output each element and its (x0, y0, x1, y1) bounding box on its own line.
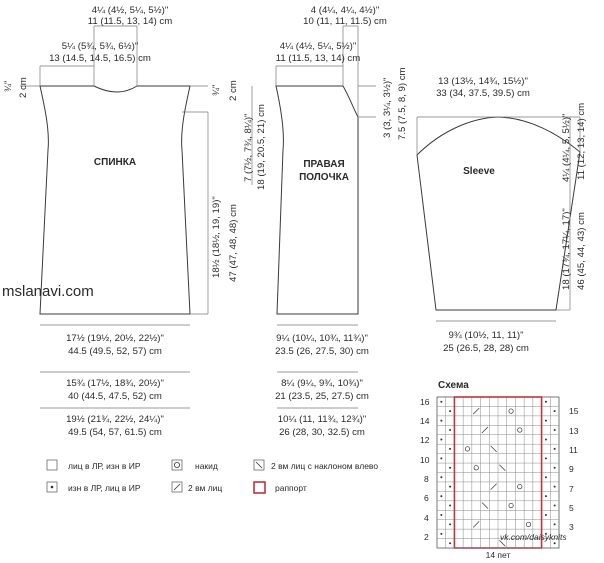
front-label-line1: ПРАВАЯ (303, 159, 345, 170)
back-length-in: 18½ (18½, 19, 19)" (211, 196, 222, 278)
back-mid-in: 15¾ (17½, 18¾, 20½)" (66, 378, 164, 389)
legend-repeat: раппорт (275, 483, 307, 493)
back-neck-in: 4¼ (4½, 5¼, 5½)" (91, 5, 169, 16)
front-neck-cm: 10 (11, 11, 11.5) cm (303, 16, 387, 27)
legend-purl: изн в ЛР, лиц в ИР (68, 483, 141, 493)
chart-stitches-label: 14 пет (485, 550, 511, 560)
sleeve-top-in: 13 (13½, 14¾, 15½)" (438, 76, 528, 87)
knit-symbol (47, 460, 57, 470)
purl-dot-icon (449, 410, 451, 412)
purl-dot-icon (440, 476, 442, 478)
row-label-8: 8 (424, 474, 429, 484)
back-full-cm: 49.5 (54, 57, 61.5) cm (68, 427, 162, 438)
purl-dot-icon (554, 523, 556, 525)
purl-dot-icon (545, 438, 547, 440)
back-left-drop-in: ¾" (3, 80, 14, 92)
front-mid-in: 8¼ (9¼, 9¾, 10¾)" (281, 378, 363, 389)
front-neckdrop-in: 3 (3, 3¼, 3½)" (382, 77, 393, 138)
purl-dot-icon (554, 486, 556, 488)
watermark-text: mslanavi.com (2, 283, 94, 300)
stitch-legend (47, 460, 378, 493)
back-shoulder-in: 5¼ (5¾, 5¾, 6½)" (61, 41, 139, 52)
back-right-drop-in: ¾" (211, 84, 222, 96)
front-label-line2: ПОЛОЧКА (299, 172, 349, 183)
sleeve-length-cm: 46 (45, 44, 43) cm (576, 212, 587, 290)
sleeve-cuff-cm: 25 (26.5, 28, 28) cm (443, 343, 529, 354)
front-full-in: 10¼ (11, 11¾, 12¾)" (277, 414, 367, 425)
purl-dot-icon (449, 542, 451, 544)
purl-dot-icon (440, 495, 442, 497)
back-bottom-cm: 44.5 (49.5, 52, 57) cm (68, 346, 162, 357)
chart-grid (437, 397, 559, 548)
purl-dot-icon (554, 410, 556, 412)
purl-dot-icon (545, 514, 547, 516)
purl-dot-icon (440, 420, 442, 422)
purl-dot-icon (449, 486, 451, 488)
sleeve-cap-in: 4¼ (4¼, 5, 5½)" (561, 113, 572, 182)
yo-symbol (172, 460, 182, 470)
row-label-16: 16 (420, 397, 430, 407)
sleeve-cap-cm: 11 (12, 13, 14) cm (576, 102, 587, 180)
front-neck-in: 4 (4¼, 4¼, 4½)" (310, 5, 380, 16)
front-bottom-in: 9¼ (10¼, 10¾, 11¾)" (276, 333, 368, 344)
legend-yo: накид (195, 461, 218, 471)
back-neck-cm: 11 (11.5, 13, 14) cm (87, 16, 173, 27)
back-left-drop-cm: 2 cm (18, 77, 29, 98)
back-label: СПИНКА (93, 157, 137, 168)
sleeve-piece (417, 76, 587, 354)
row-label-7: 7 (569, 484, 574, 494)
purl-dot-icon (545, 420, 547, 422)
row-label-6: 6 (424, 493, 429, 503)
row-label-15: 15 (569, 406, 579, 416)
row-label-10: 10 (420, 455, 430, 465)
purl-dot-icon (554, 542, 556, 544)
purl-dot-icon (440, 533, 442, 535)
chart-title: Схема (438, 380, 469, 391)
front-piece (275, 5, 408, 438)
purl-dot-icon (449, 448, 451, 450)
legend-knit: лиц в ЛР, изн в ИР (68, 461, 141, 471)
chart-credit: vk.com/daisyknits (500, 532, 567, 542)
sleeve-label: Sleeve (463, 166, 495, 177)
repeat-symbol (254, 482, 265, 493)
legend-ssk: 2 вм лиц с наклоном влево (271, 461, 379, 471)
back-shoulder-cm: 13 (14.5, 14.5, 16.5) cm (49, 53, 151, 64)
row-label-12: 12 (420, 435, 430, 445)
row-label-11: 11 (569, 445, 578, 455)
purl-dot-icon (449, 505, 451, 507)
purl-dot-icon (554, 448, 556, 450)
sleeve-cuff-in: 9¾ (10½, 11, 11)" (448, 330, 524, 341)
row-label-3: 3 (569, 522, 574, 532)
legend-k2tog: 2 вм лиц (188, 483, 223, 493)
purl-dot-icon (449, 523, 451, 525)
purl-dot-icon (440, 438, 442, 440)
armhole-in: 7 (7½, 7¾, 8¼)" (243, 113, 254, 182)
purl-dot-icon (51, 486, 54, 489)
purl-dot-icon (440, 514, 442, 516)
row-labels-right (569, 406, 579, 532)
purl-dot-icon (554, 467, 556, 469)
front-neckdrop-cm: 7.5 (7.5, 8, 9) cm (397, 67, 408, 140)
stitch-chart (420, 380, 579, 560)
armhole-cm: 18 (19, 20.5, 21) cm (256, 104, 267, 190)
front-shoulder-cm: 11 (11.5, 13, 14) cm (275, 53, 361, 64)
purl-dot-icon (545, 457, 547, 459)
row-labels-left (420, 397, 430, 542)
front-full-cm: 26 (28, 30, 32.5) cm (279, 427, 365, 438)
row-label-9: 9 (569, 464, 574, 474)
purl-dot-icon (449, 429, 451, 431)
row-label-4: 4 (424, 513, 429, 523)
back-full-in: 19½ (21¾, 22½, 24¼)" (66, 414, 164, 425)
purl-dot-icon (554, 429, 556, 431)
sleeve-length-in: 18 (17¾, 17¼, 17)" (561, 208, 572, 290)
purl-dot-icon (545, 495, 547, 497)
row-label-5: 5 (569, 503, 574, 513)
front-bottom-cm: 23.5 (26, 27.5, 30) cm (275, 346, 369, 357)
purl-dot-icon (554, 505, 556, 507)
purl-dot-icon (545, 476, 547, 478)
armhole-dimension (243, 86, 267, 190)
purl-dot-icon (449, 467, 451, 469)
back-right-drop-cm: 2 cm (228, 80, 239, 101)
back-piece (3, 5, 239, 438)
sleeve-top-cm: 33 (34, 37.5, 39.5) cm (436, 88, 530, 99)
front-shoulder-in: 4¼ (4½, 5¼, 5½)" (279, 41, 357, 52)
back-length-cm: 47 (47, 48, 48) cm (228, 204, 239, 282)
purl-dot-icon (440, 457, 442, 459)
back-bottom-in: 17½ (19½, 20½, 22½)" (66, 333, 164, 344)
purl-dot-icon (545, 401, 547, 403)
row-label-2: 2 (424, 532, 429, 542)
row-label-14: 14 (420, 416, 430, 426)
front-mid-cm: 21 (23.5, 25, 27.5) cm (275, 391, 369, 402)
row-label-13: 13 (569, 426, 579, 436)
purl-dot-icon (440, 401, 442, 403)
back-mid-cm: 40 (44.5, 47.5, 52) cm (68, 391, 162, 402)
